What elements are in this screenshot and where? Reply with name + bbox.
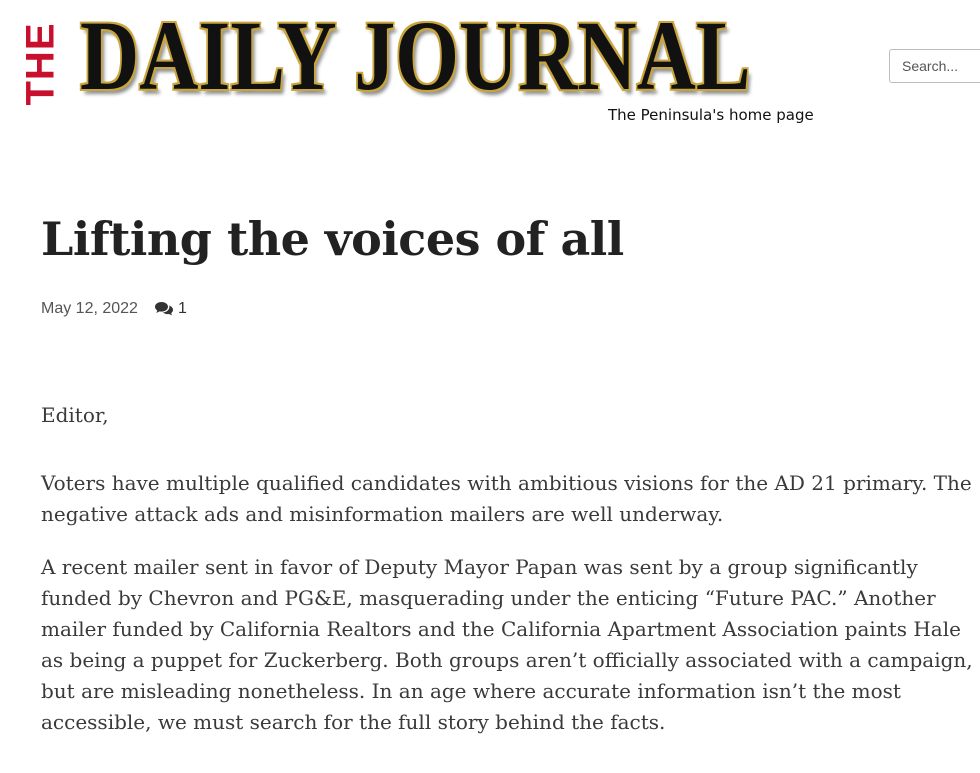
logo-the-text: THE: [18, 22, 62, 106]
article-paragraph: Editor,: [41, 403, 109, 427]
logo-the: [6, 24, 74, 104]
article-date: May 12, 2022: [41, 300, 138, 317]
logo-title: DAILY JOURNAL: [80, 0, 751, 111]
article-paragraph: Voters have multiple qualified candidates with ambitious visions for the AD 21 primary. The negative attack ads and misinformation mailers are well underway.: [41, 471, 972, 526]
article-paragraph: A recent mailer sent in favor of Deputy Mayor Papan was sent by a group significantly funded by Chevron and PG&E, masquerading under the enticing “Future PAC.” Another mailer funded by California Realtors and the California Apartment Association paints Hale as being a puppet for Zuckerberg. Both groups aren’t officially associated with a campaign, but are misleading nonetheless. In an age where accurate information isn’t the most accessible, we must search for the full story behind the facts.: [41, 555, 973, 734]
article-body: [41, 400, 976, 760]
comments-icon: [154, 301, 174, 317]
search-input[interactable]: [889, 49, 980, 83]
masthead: [0, 0, 980, 140]
article-meta: [41, 300, 187, 318]
article-headline: Lifting the voices of all: [41, 212, 624, 266]
comment-count: 1: [177, 300, 187, 317]
comments-link[interactable]: [154, 300, 187, 318]
tagline: The Peninsula's home page: [608, 106, 814, 124]
